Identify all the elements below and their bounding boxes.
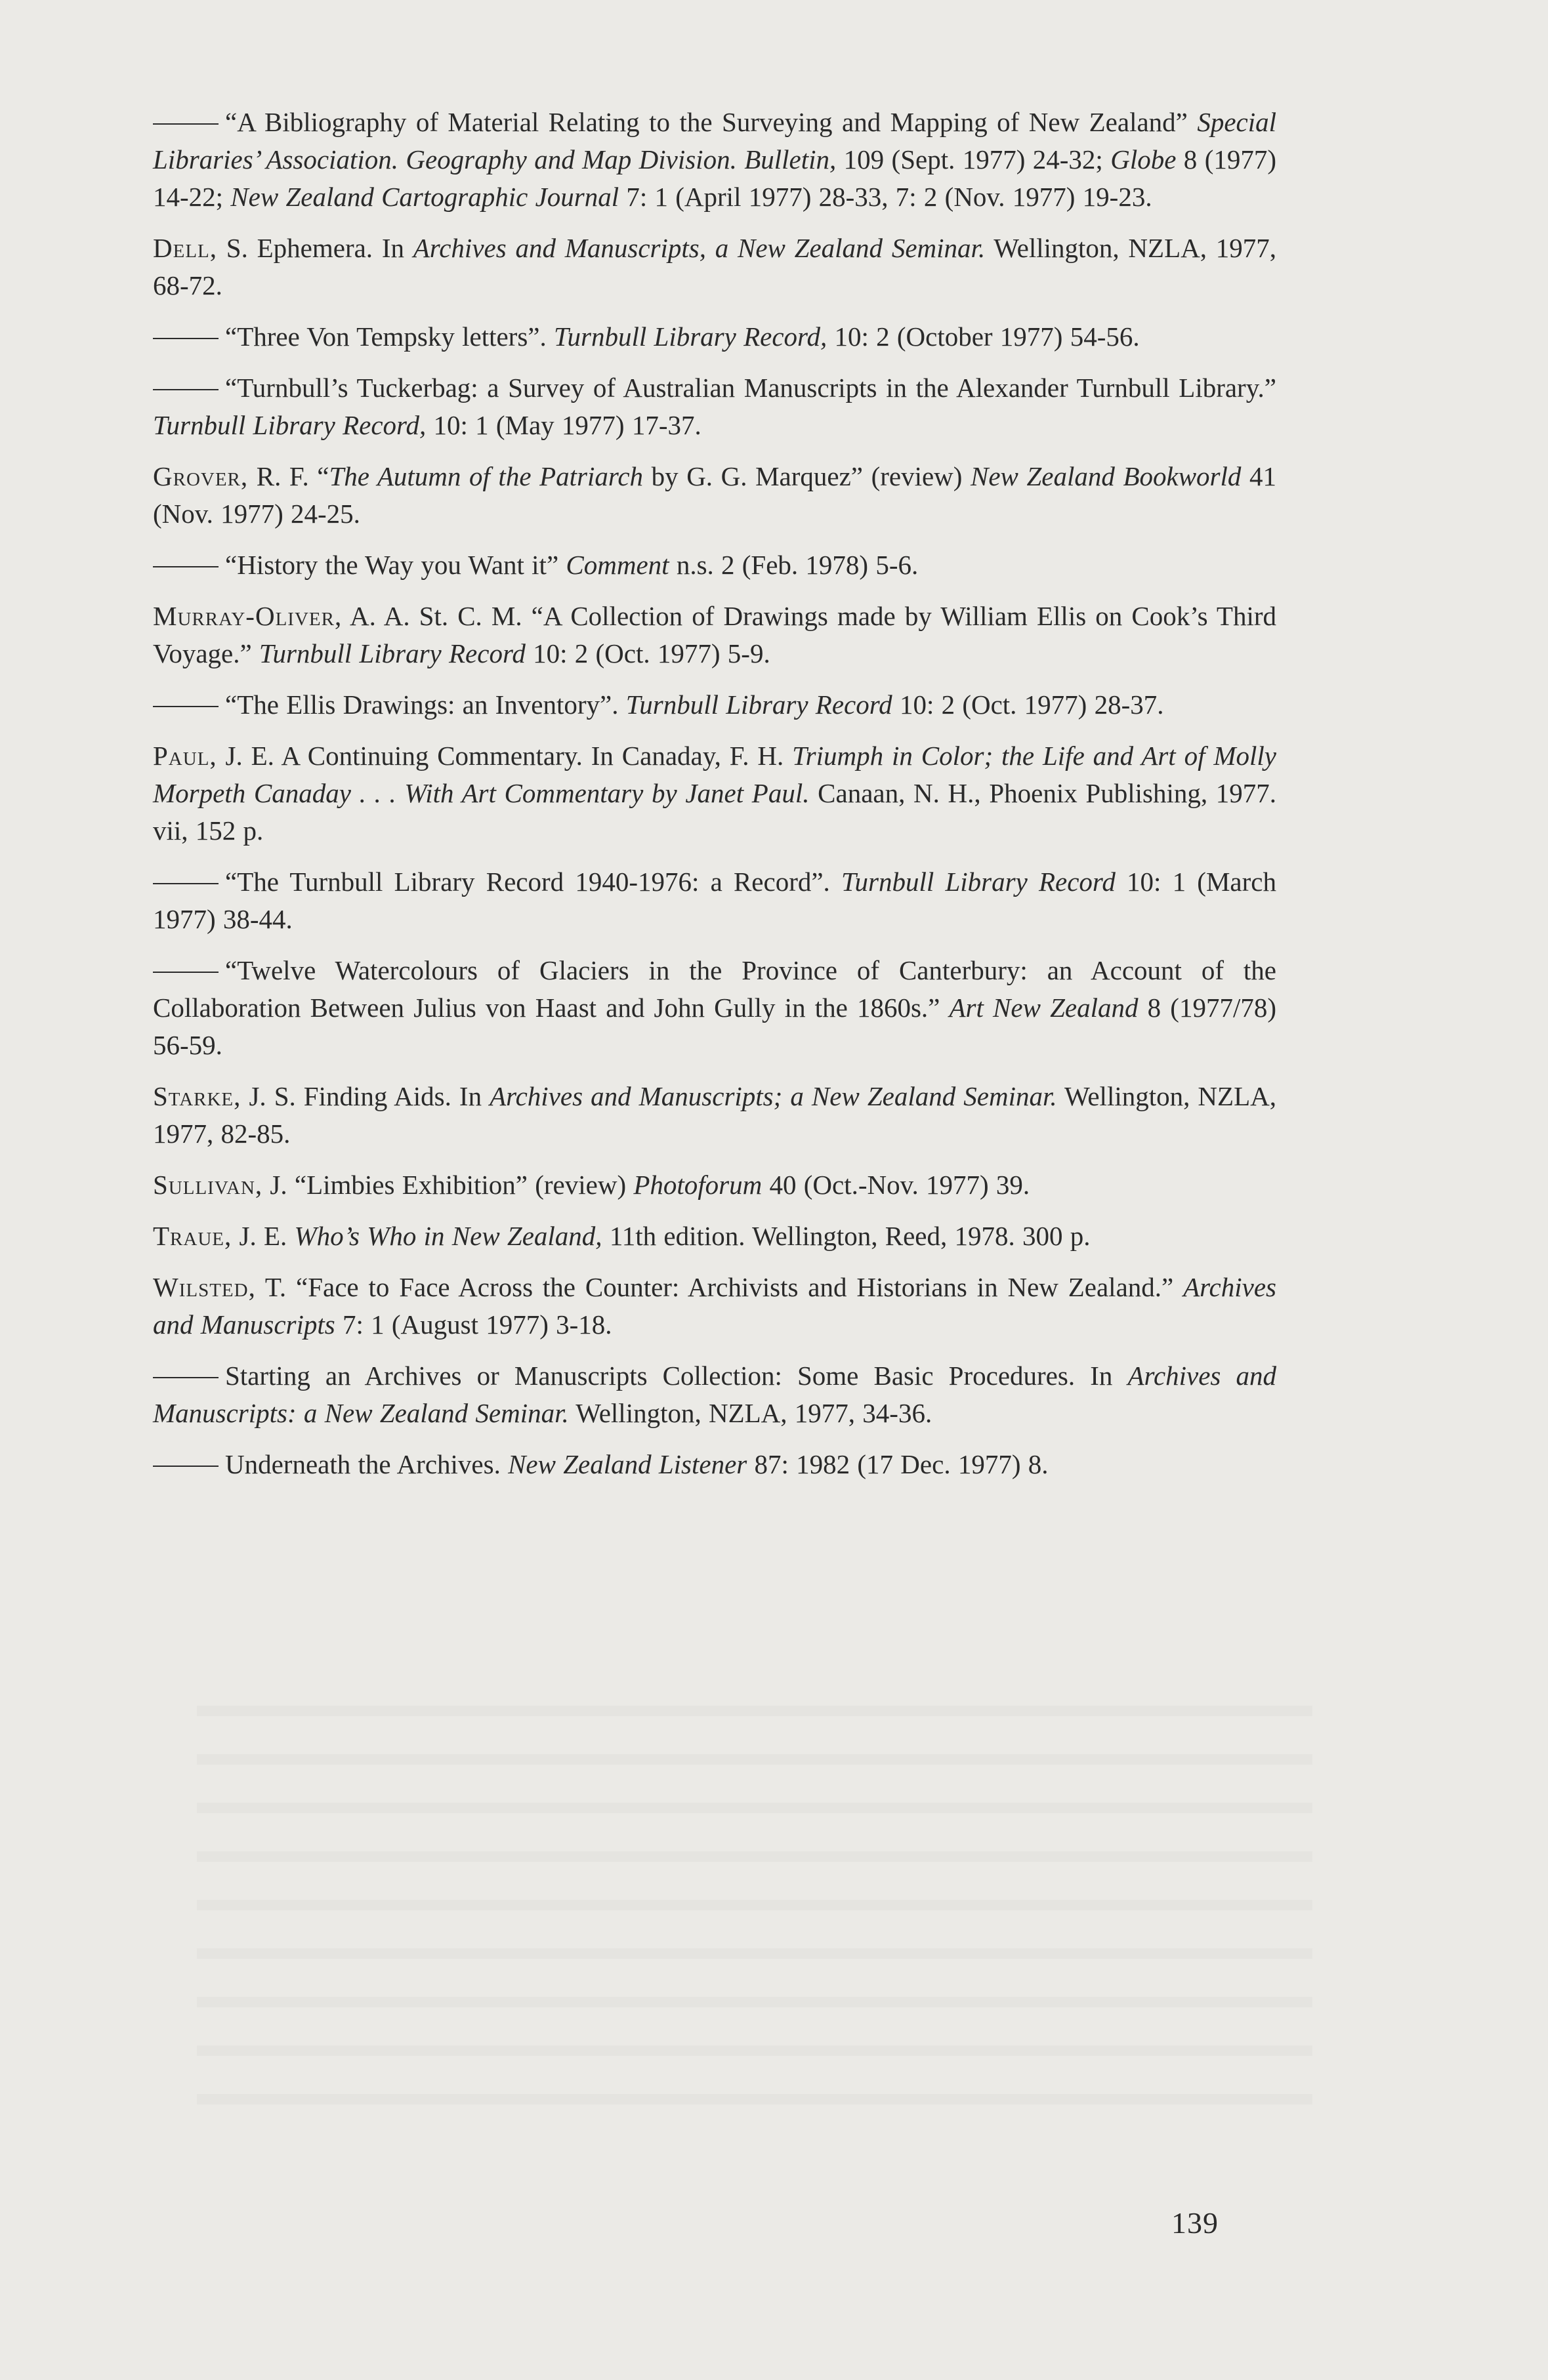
entry-title-italic: Turnbull Library Record, (153, 410, 427, 440)
entry-text: Wellington, NZLA, 1977, 68-72. (153, 233, 1277, 300)
bibliography-entry (153, 369, 1276, 444)
entry-author: Wilsted, (153, 1272, 256, 1302)
bibliography-entry (153, 318, 1276, 356)
entry-title-italic: New Zealand Listener (508, 1449, 747, 1479)
entry-title-italic: Globe (1110, 144, 1177, 174)
ditto-dash (153, 389, 219, 390)
page-number: 139 (1171, 2206, 1219, 2240)
entry-title-italic: The Autumn of the Patriarch (329, 461, 644, 491)
entry-text: 10: 1 (March 1977) 38-44. (153, 867, 1276, 934)
entry-text: Wellington, NZLA, 1977, 82-85. (153, 1081, 1276, 1149)
entry-title-italic: Turnbull Library Record (259, 638, 526, 668)
entry-author: Sullivan, (153, 1170, 263, 1200)
entry-text: 109 (Sept. 1977) 24-32; (836, 144, 1111, 174)
entry-title-italic: New Zealand Bookworld (971, 461, 1242, 491)
entry-text: Wellington, NZLA, 1977, 34-36. (568, 1398, 932, 1428)
entry-text: J. S. Finding Aids. In (241, 1081, 490, 1111)
entry-text: J. “Limbies Exhibition” (review) (262, 1170, 634, 1200)
entry-text: “History the Way you Want it” (225, 550, 566, 580)
entry-title-italic: Special Libraries’ Association. Geography and Map Division. Bulletin, (153, 107, 1276, 174)
entry-title-italic: Who’s Who in New Zealand, (294, 1221, 602, 1251)
entry-text: “Turnbull’s Tuckerbag: a Survey of Australian Manuscripts in the Alexander Turnbull Library.” (225, 373, 1276, 403)
entry-text: 10: 2 (Oct. 1977) 5-9. (525, 638, 770, 668)
entry-text: 8 (1977/78) 56-59. (153, 993, 1276, 1060)
entry-text: “Twelve Watercolours of Glaciers in the Province of Canterbury: an Account of the Collaboration Between Julius von Haast and John Gully in the 1860s.” (153, 955, 1276, 1023)
entry-text: 7: 1 (August 1977) 3-18. (335, 1309, 612, 1340)
bibliography-list (153, 104, 1276, 1497)
show-through-texture (197, 1679, 1312, 2139)
entry-text: 10: 2 (Oct. 1977) 28-37. (892, 689, 1164, 720)
bibliography-entry (153, 686, 1276, 724)
entry-text: Canaan, N. H., Phoenix Publishing, 1977. vii, 152 p. (153, 778, 1276, 846)
bibliography-entry (153, 1166, 1276, 1204)
entry-text: n.s. 2 (Feb. 1978) 5-6. (669, 550, 919, 580)
entry-text: J. E. (232, 1221, 295, 1251)
bibliography-entry (153, 458, 1276, 533)
bibliography-entry (153, 1446, 1276, 1483)
bibliography-entry (153, 1218, 1276, 1255)
entry-text: J. E. A Continuing Commentary. In Canaday, F. H. (217, 741, 793, 771)
entry-text: 10: 2 (October 1977) 54-56. (827, 321, 1140, 352)
entry-author: Traue, (153, 1221, 232, 1251)
entry-title-italic: Archives and Manuscripts (153, 1272, 1276, 1340)
entry-title-italic: Archives and Manuscripts; a New Zealand Seminar. (490, 1081, 1057, 1111)
entry-title-italic: Turnbull Library Record, (554, 321, 827, 352)
bibliography-entry (153, 1078, 1276, 1153)
bibliography-entry (153, 1357, 1276, 1432)
ditto-dash (153, 972, 219, 973)
entry-author: Starke, (153, 1081, 241, 1111)
ditto-dash (153, 338, 219, 339)
entry-text: 41 (Nov. 1977) 24-25. (153, 461, 1276, 529)
bibliography-entry (153, 1269, 1276, 1344)
ditto-dash (153, 123, 219, 125)
entry-text: “The Turnbull Library Record 1940-1976: a Record”. (225, 867, 841, 897)
entry-text: 11th edition. Wellington, Reed, 1978. 300 p. (602, 1221, 1091, 1251)
entry-title-italic: Comment (566, 550, 669, 580)
entry-title-italic: Triumph in Color; the Life and Art of Molly Morpeth Canaday . . . With Art Commentary by Janet Paul. (153, 741, 1276, 808)
entry-text: Starting an Archives or Manuscripts Collection: Some Basic Procedures. In (225, 1361, 1128, 1391)
entry-author: Murray-Oliver, (153, 601, 343, 631)
entry-text: “The Ellis Drawings: an Inventory”. (225, 689, 626, 720)
entry-title-italic: Art New Zealand (949, 993, 1139, 1023)
entry-title-italic: Turnbull Library Record (625, 689, 892, 720)
ditto-dash (153, 566, 219, 567)
entry-text: 10: 1 (May 1977) 17-37. (426, 410, 701, 440)
entry-text: R. F. “ (248, 461, 329, 491)
entry-text: “Three Von Tempsky letters”. (225, 321, 554, 352)
ditto-dash (153, 706, 219, 707)
entry-text: 8 (1977) 14-22; (153, 144, 1277, 212)
entry-text: Underneath the Archives. (225, 1449, 509, 1479)
entry-text: T. “Face to Face Across the Counter: Archivists and Historians in New Zealand.” (255, 1272, 1184, 1302)
entry-title-italic: Archives and Manuscripts, a New Zealand Seminar. (413, 233, 986, 263)
entry-text: by G. G. Marquez” (review) (643, 461, 971, 491)
bibliography-entry (153, 104, 1276, 216)
entry-text: A. A. St. C. M. “A Collection of Drawings made by William Ellis on Cook’s Third Voyage.” (153, 601, 1276, 668)
entry-text: 40 (Oct.-Nov. 1977) 39. (762, 1170, 1030, 1200)
ditto-dash (153, 1377, 219, 1378)
ditto-dash (153, 883, 219, 884)
bibliography-entry (153, 546, 1276, 584)
entry-author: Paul, (153, 741, 217, 771)
bibliography-entry (153, 230, 1276, 304)
entry-author: Grover, (153, 461, 249, 491)
entry-author: Dell, (153, 233, 218, 263)
bibliography-entry (153, 863, 1276, 938)
entry-text: 7: 1 (April 1977) 28-33, 7: 2 (Nov. 1977) 19-23. (619, 182, 1152, 212)
bibliography-entry (153, 952, 1276, 1064)
bibliography-entry (153, 598, 1276, 672)
entry-text: S. Ephemera. In (217, 233, 413, 263)
bibliography-entry (153, 737, 1276, 850)
entry-text: 87: 1982 (17 Dec. 1977) 8. (747, 1449, 1049, 1479)
entry-title-italic: Turnbull Library Record (841, 867, 1116, 897)
entry-text: “A Bibliography of Material Relating to the Surveying and Mapping of New Zealand” (225, 107, 1198, 137)
entry-title-italic: New Zealand Cartographic Journal (230, 182, 619, 212)
entry-title-italic: Photoforum (633, 1170, 763, 1200)
ditto-dash (153, 1466, 219, 1467)
entry-title-italic: Archives and Manuscripts: a New Zealand Seminar. (153, 1361, 1276, 1428)
